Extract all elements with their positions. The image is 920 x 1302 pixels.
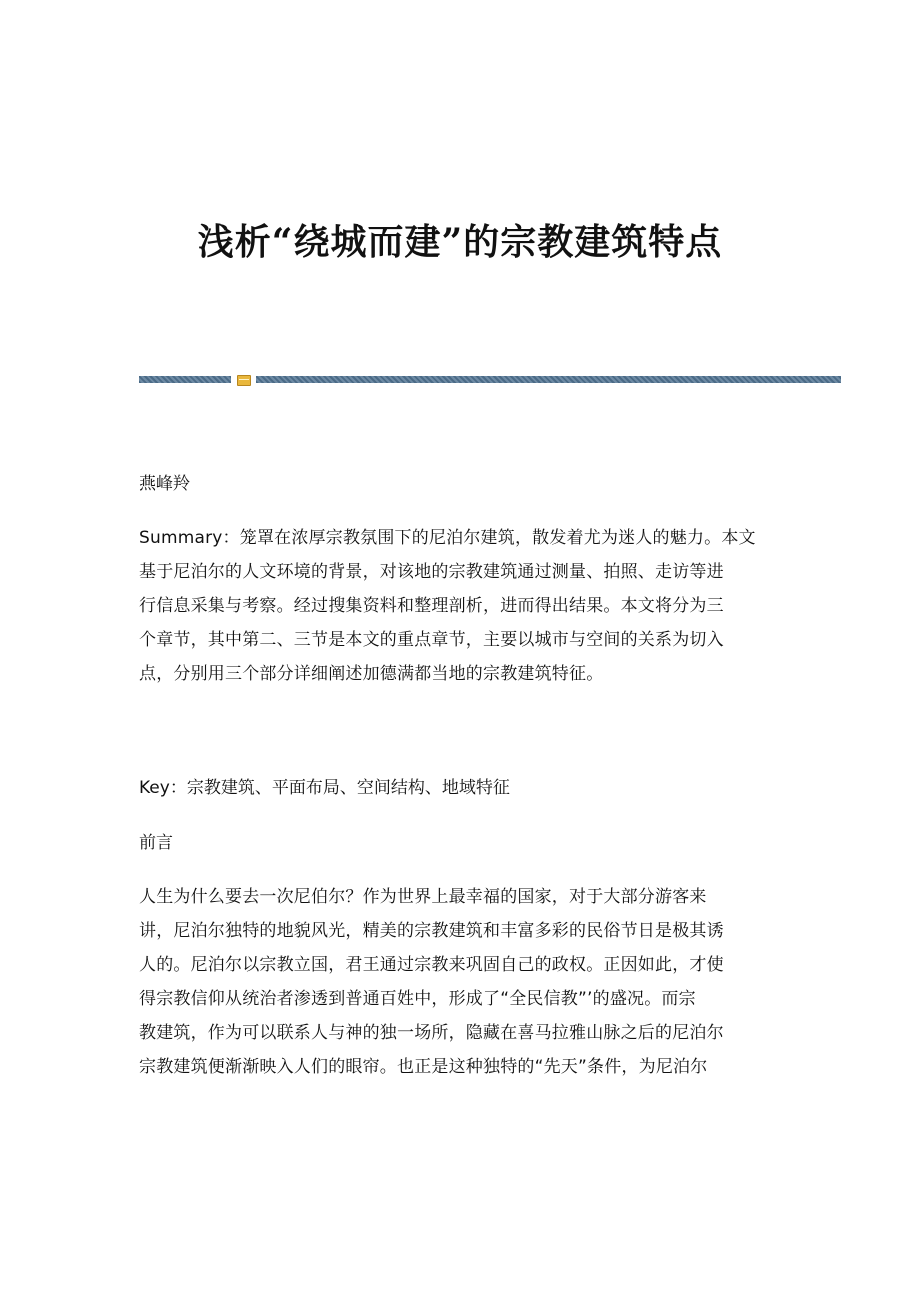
- preface-line: 宗教建筑便渐渐映入人们的眼帘。也正是这种独特的“先天”条件，为尼泊尔: [139, 1057, 708, 1077]
- document-title: 浅析“绕城而建”的宗教建筑特点: [197, 221, 723, 263]
- divider-emblem-icon: [237, 375, 251, 386]
- preface-line: 讲，尼泊尔独特的地貌风光，精美的宗教建筑和丰富多彩的民俗节日是极其诱: [139, 921, 724, 941]
- title-divider: [139, 375, 841, 385]
- divider-bar-right: [256, 376, 841, 383]
- summary-paragraph: [139, 521, 781, 691]
- preface-line: 人的。尼泊尔以宗教立国，君王通过宗教来巩固自己的政权。正因如此，才使: [139, 955, 724, 975]
- summary-line: 基于尼泊尔的人文环境的背景，对该地的宗教建筑通过测量、拍照、走访等进: [139, 562, 724, 582]
- preface-line: 人生为什么要去一次尼伯尔？作为世界上最幸福的国家，对于大部分游客来: [139, 887, 707, 907]
- keywords-line: Key：宗教建筑、平面布局、空间结构、地域特征: [139, 778, 510, 798]
- summary-line: 行信息采集与考察。经过搜集资料和整理剖析，进而得出结果。本文将分为三: [139, 596, 724, 616]
- summary-line: 个章节，其中第二、三节是本文的重点章节，主要以城市与空间的关系为切入: [139, 630, 724, 650]
- divider-bar-left: [139, 376, 231, 383]
- preface-heading: 前言: [139, 833, 173, 853]
- preface-paragraph: [139, 880, 781, 1084]
- preface-line: 得宗教信仰从统治者渗透到普通百姓中，形成了“全民信教”’的盛况。而宗: [139, 989, 696, 1009]
- preface-line: 教建筑，作为可以联系人与神的独一场所，隐藏在喜马拉雅山脉之后的尼泊尔: [139, 1023, 724, 1043]
- summary-line: 点，分别用三个部分详细阐述加德满都当地的宗教建筑特征。: [139, 664, 604, 684]
- summary-line: Summary：笼罩在浓厚宗教氛围下的尼泊尔建筑，散发着尤为迷人的魅力。本文: [139, 528, 756, 548]
- author-name: 燕峰羚: [139, 474, 190, 494]
